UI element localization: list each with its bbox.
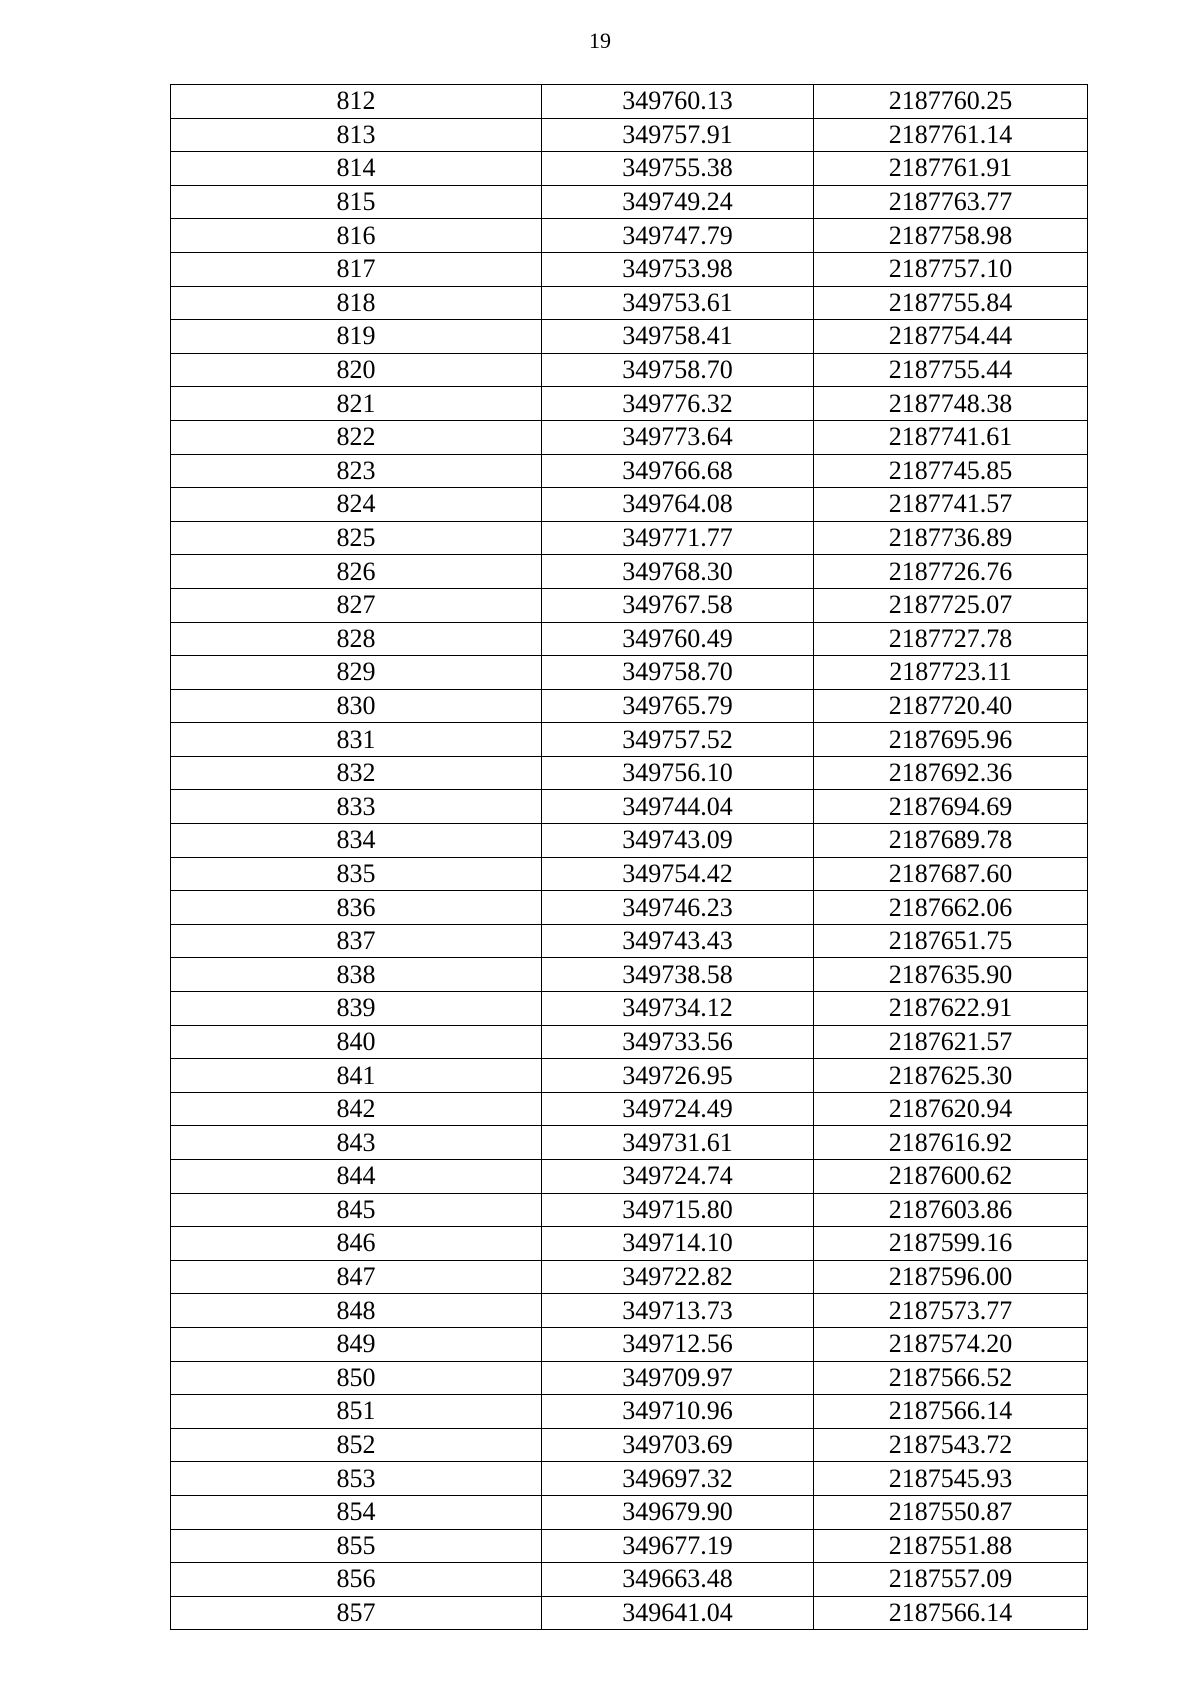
point-number-cell: 822 xyxy=(171,420,542,454)
x-coordinate-cell: 349758.41 xyxy=(542,320,814,354)
x-coordinate-cell: 349744.04 xyxy=(542,790,814,824)
table-row xyxy=(171,1260,1088,1294)
table-row xyxy=(171,286,1088,320)
y-coordinate-cell: 2187723.11 xyxy=(814,656,1088,690)
y-coordinate-cell: 2187755.84 xyxy=(814,286,1088,320)
point-number-cell: 832 xyxy=(171,756,542,790)
x-coordinate-cell: 349768.30 xyxy=(542,555,814,589)
x-coordinate-cell: 349766.68 xyxy=(542,454,814,488)
y-coordinate-cell: 2187625.30 xyxy=(814,1059,1088,1093)
y-coordinate-cell: 2187736.89 xyxy=(814,521,1088,555)
x-coordinate-cell: 349714.10 xyxy=(542,1227,814,1261)
point-number-cell: 830 xyxy=(171,689,542,723)
y-coordinate-cell: 2187550.87 xyxy=(814,1495,1088,1529)
point-number-cell: 815 xyxy=(171,185,542,219)
y-coordinate-cell: 2187543.72 xyxy=(814,1428,1088,1462)
y-coordinate-cell: 2187757.10 xyxy=(814,252,1088,286)
y-coordinate-cell: 2187745.85 xyxy=(814,454,1088,488)
x-coordinate-cell: 349679.90 xyxy=(542,1495,814,1529)
x-coordinate-cell: 349641.04 xyxy=(542,1596,814,1630)
table-row xyxy=(171,555,1088,589)
point-number-cell: 825 xyxy=(171,521,542,555)
y-coordinate-cell: 2187689.78 xyxy=(814,824,1088,858)
y-coordinate-cell: 2187741.61 xyxy=(814,420,1088,454)
point-number-cell: 838 xyxy=(171,958,542,992)
y-coordinate-cell: 2187566.14 xyxy=(814,1395,1088,1429)
table-row xyxy=(171,320,1088,354)
y-coordinate-cell: 2187574.20 xyxy=(814,1327,1088,1361)
y-coordinate-cell: 2187635.90 xyxy=(814,958,1088,992)
x-coordinate-cell: 349713.73 xyxy=(542,1294,814,1328)
table-row xyxy=(171,152,1088,186)
table-row xyxy=(171,824,1088,858)
table-row xyxy=(171,488,1088,522)
y-coordinate-cell: 2187725.07 xyxy=(814,588,1088,622)
x-coordinate-cell: 349703.69 xyxy=(542,1428,814,1462)
point-number-cell: 843 xyxy=(171,1126,542,1160)
table-row xyxy=(171,1428,1088,1462)
point-number-cell: 816 xyxy=(171,219,542,253)
point-number-cell: 856 xyxy=(171,1563,542,1597)
x-coordinate-cell: 349757.91 xyxy=(542,118,814,152)
x-coordinate-cell: 349733.56 xyxy=(542,1025,814,1059)
x-coordinate-cell: 349753.61 xyxy=(542,286,814,320)
y-coordinate-cell: 2187545.93 xyxy=(814,1462,1088,1496)
x-coordinate-cell: 349760.49 xyxy=(542,622,814,656)
point-number-cell: 827 xyxy=(171,588,542,622)
x-coordinate-cell: 349747.79 xyxy=(542,219,814,253)
x-coordinate-cell: 349765.79 xyxy=(542,689,814,723)
point-number-cell: 850 xyxy=(171,1361,542,1395)
table-row xyxy=(171,857,1088,891)
table-row xyxy=(171,689,1088,723)
point-number-cell: 839 xyxy=(171,992,542,1026)
y-coordinate-cell: 2187727.78 xyxy=(814,622,1088,656)
point-number-cell: 833 xyxy=(171,790,542,824)
table-row xyxy=(171,118,1088,152)
table-row xyxy=(171,588,1088,622)
table-row xyxy=(171,1092,1088,1126)
y-coordinate-cell: 2187596.00 xyxy=(814,1260,1088,1294)
y-coordinate-cell: 2187600.62 xyxy=(814,1160,1088,1194)
point-number-cell: 812 xyxy=(171,85,542,119)
x-coordinate-cell: 349756.10 xyxy=(542,756,814,790)
x-coordinate-cell: 349663.48 xyxy=(542,1563,814,1597)
y-coordinate-cell: 2187687.60 xyxy=(814,857,1088,891)
table-row xyxy=(171,1160,1088,1194)
y-coordinate-cell: 2187761.91 xyxy=(814,152,1088,186)
y-coordinate-cell: 2187758.98 xyxy=(814,219,1088,253)
table-row xyxy=(171,1495,1088,1529)
y-coordinate-cell: 2187763.77 xyxy=(814,185,1088,219)
point-number-cell: 851 xyxy=(171,1395,542,1429)
page-number: 19 xyxy=(589,28,611,53)
x-coordinate-cell: 349758.70 xyxy=(542,656,814,690)
x-coordinate-cell: 349755.38 xyxy=(542,152,814,186)
table-row xyxy=(171,790,1088,824)
y-coordinate-cell: 2187694.69 xyxy=(814,790,1088,824)
x-coordinate-cell: 349738.58 xyxy=(542,958,814,992)
y-coordinate-cell: 2187573.77 xyxy=(814,1294,1088,1328)
point-number-cell: 849 xyxy=(171,1327,542,1361)
table-row xyxy=(171,387,1088,421)
x-coordinate-cell: 349710.96 xyxy=(542,1395,814,1429)
table-row xyxy=(171,521,1088,555)
table-row xyxy=(171,992,1088,1026)
point-number-cell: 845 xyxy=(171,1193,542,1227)
y-coordinate-cell: 2187761.14 xyxy=(814,118,1088,152)
point-number-cell: 813 xyxy=(171,118,542,152)
y-coordinate-cell: 2187557.09 xyxy=(814,1563,1088,1597)
point-number-cell: 837 xyxy=(171,924,542,958)
point-number-cell: 842 xyxy=(171,1092,542,1126)
y-coordinate-cell: 2187741.57 xyxy=(814,488,1088,522)
table-row xyxy=(171,1563,1088,1597)
y-coordinate-cell: 2187616.92 xyxy=(814,1126,1088,1160)
point-number-cell: 836 xyxy=(171,891,542,925)
table-row xyxy=(171,891,1088,925)
point-number-cell: 854 xyxy=(171,1495,542,1529)
point-number-cell: 824 xyxy=(171,488,542,522)
y-coordinate-cell: 2187621.57 xyxy=(814,1025,1088,1059)
table-row xyxy=(171,1126,1088,1160)
y-coordinate-cell: 2187551.88 xyxy=(814,1529,1088,1563)
y-coordinate-cell: 2187566.14 xyxy=(814,1596,1088,1630)
y-coordinate-cell: 2187651.75 xyxy=(814,924,1088,958)
y-coordinate-cell: 2187692.36 xyxy=(814,756,1088,790)
table-row xyxy=(171,1193,1088,1227)
point-number-cell: 818 xyxy=(171,286,542,320)
x-coordinate-cell: 349724.74 xyxy=(542,1160,814,1194)
table-row xyxy=(171,1294,1088,1328)
point-number-cell: 841 xyxy=(171,1059,542,1093)
table-row xyxy=(171,924,1088,958)
coordinates-table xyxy=(170,84,1088,1630)
y-coordinate-cell: 2187760.25 xyxy=(814,85,1088,119)
y-coordinate-cell: 2187720.40 xyxy=(814,689,1088,723)
table-row xyxy=(171,1596,1088,1630)
point-number-cell: 855 xyxy=(171,1529,542,1563)
x-coordinate-cell: 349731.61 xyxy=(542,1126,814,1160)
point-number-cell: 828 xyxy=(171,622,542,656)
point-number-cell: 840 xyxy=(171,1025,542,1059)
point-number-cell: 847 xyxy=(171,1260,542,1294)
y-coordinate-cell: 2187620.94 xyxy=(814,1092,1088,1126)
point-number-cell: 846 xyxy=(171,1227,542,1261)
x-coordinate-cell: 349746.23 xyxy=(542,891,814,925)
y-coordinate-cell: 2187695.96 xyxy=(814,723,1088,757)
x-coordinate-cell: 349743.43 xyxy=(542,924,814,958)
table-row xyxy=(171,1529,1088,1563)
point-number-cell: 823 xyxy=(171,454,542,488)
point-number-cell: 831 xyxy=(171,723,542,757)
point-number-cell: 829 xyxy=(171,656,542,690)
table-row xyxy=(171,85,1088,119)
table-row xyxy=(171,656,1088,690)
x-coordinate-cell: 349771.77 xyxy=(542,521,814,555)
table-row xyxy=(171,420,1088,454)
x-coordinate-cell: 349767.58 xyxy=(542,588,814,622)
table-row xyxy=(171,756,1088,790)
x-coordinate-cell: 349724.49 xyxy=(542,1092,814,1126)
point-number-cell: 817 xyxy=(171,252,542,286)
table-row xyxy=(171,353,1088,387)
point-number-cell: 853 xyxy=(171,1462,542,1496)
x-coordinate-cell: 349697.32 xyxy=(542,1462,814,1496)
table-row xyxy=(171,185,1088,219)
point-number-cell: 834 xyxy=(171,824,542,858)
table-row xyxy=(171,1395,1088,1429)
point-number-cell: 821 xyxy=(171,387,542,421)
table-row xyxy=(171,1059,1088,1093)
y-coordinate-cell: 2187599.16 xyxy=(814,1227,1088,1261)
y-coordinate-cell: 2187755.44 xyxy=(814,353,1088,387)
table-row xyxy=(171,454,1088,488)
y-coordinate-cell: 2187662.06 xyxy=(814,891,1088,925)
table-row xyxy=(171,1462,1088,1496)
x-coordinate-cell: 349758.70 xyxy=(542,353,814,387)
table-row xyxy=(171,1227,1088,1261)
table-row xyxy=(171,219,1088,253)
x-coordinate-cell: 349754.42 xyxy=(542,857,814,891)
x-coordinate-cell: 349715.80 xyxy=(542,1193,814,1227)
point-number-cell: 844 xyxy=(171,1160,542,1194)
x-coordinate-cell: 349709.97 xyxy=(542,1361,814,1395)
table-row xyxy=(171,252,1088,286)
point-number-cell: 820 xyxy=(171,353,542,387)
x-coordinate-cell: 349712.56 xyxy=(542,1327,814,1361)
point-number-cell: 848 xyxy=(171,1294,542,1328)
x-coordinate-cell: 349757.52 xyxy=(542,723,814,757)
x-coordinate-cell: 349753.98 xyxy=(542,252,814,286)
table-row xyxy=(171,622,1088,656)
x-coordinate-cell: 349760.13 xyxy=(542,85,814,119)
x-coordinate-cell: 349776.32 xyxy=(542,387,814,421)
table-row xyxy=(171,1361,1088,1395)
x-coordinate-cell: 349677.19 xyxy=(542,1529,814,1563)
y-coordinate-cell: 2187622.91 xyxy=(814,992,1088,1026)
table-body xyxy=(171,85,1088,1630)
y-coordinate-cell: 2187726.76 xyxy=(814,555,1088,589)
x-coordinate-cell: 349749.24 xyxy=(542,185,814,219)
y-coordinate-cell: 2187603.86 xyxy=(814,1193,1088,1227)
y-coordinate-cell: 2187754.44 xyxy=(814,320,1088,354)
x-coordinate-cell: 349743.09 xyxy=(542,824,814,858)
point-number-cell: 835 xyxy=(171,857,542,891)
table-row xyxy=(171,958,1088,992)
point-number-cell: 857 xyxy=(171,1596,542,1630)
point-number-cell: 819 xyxy=(171,320,542,354)
point-number-cell: 826 xyxy=(171,555,542,589)
x-coordinate-cell: 349734.12 xyxy=(542,992,814,1026)
table-row xyxy=(171,1025,1088,1059)
table-row xyxy=(171,1327,1088,1361)
table-row xyxy=(171,723,1088,757)
x-coordinate-cell: 349764.08 xyxy=(542,488,814,522)
point-number-cell: 852 xyxy=(171,1428,542,1462)
y-coordinate-cell: 2187566.52 xyxy=(814,1361,1088,1395)
x-coordinate-cell: 349722.82 xyxy=(542,1260,814,1294)
x-coordinate-cell: 349726.95 xyxy=(542,1059,814,1093)
x-coordinate-cell: 349773.64 xyxy=(542,420,814,454)
point-number-cell: 814 xyxy=(171,152,542,186)
y-coordinate-cell: 2187748.38 xyxy=(814,387,1088,421)
